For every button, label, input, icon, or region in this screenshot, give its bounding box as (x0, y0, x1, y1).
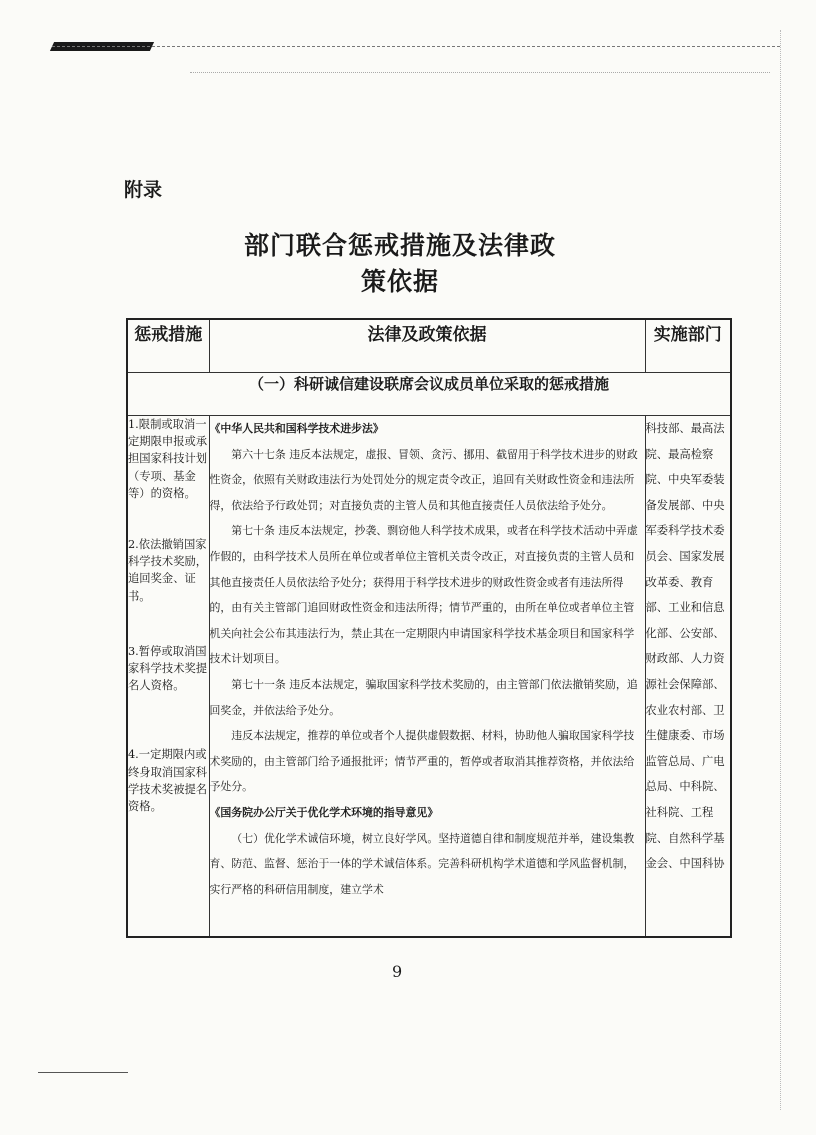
law-source: 《中华人民共和国科学技术进步法》 (209, 422, 384, 435)
document-title: 部门联合惩戒措施及法律政策依据 (243, 231, 556, 296)
law-article: 第六十七条 违反本法规定，虚报、冒领、贪污、挪用、截留用于科学技术进步的财政性资金，依照有关财政违法行为处罚处分的规定责令改正，追回有关财政性资金和违法所得，依法给予行政处罚；对直接负责的主管人员和其他直接责任人员依法给予处分。 (209, 447, 638, 512)
section-row (127, 373, 731, 416)
table-header-row (127, 319, 731, 373)
scan-line (52, 46, 780, 47)
measure-item: 3.暂停或取消国家科学技术奖提名人资格。 (128, 644, 208, 693)
table-row (127, 416, 731, 938)
scan-line (38, 1072, 128, 1073)
policy-source: 《国务院办公厅关于优化学术环境的指导意见》 (209, 805, 439, 819)
page-edge (780, 30, 781, 1110)
law-article: 第七十条 违反本法规定，抄袭、剽窃他人科学技术成果，或者在科学技术活动中弄虚作假的，由科学技术人员所在单位或者单位主管机关责令改正，对直接负责的主管人员和其他直接责任人员依法给予处分；获得用于科学技术进步的财政性资金或者有违法所得的，由有关主管部门追回财政性资金和违法所得；情节严重的，由所在单位或者单位主管机关向社会公布其违法行为，禁止其在一定期限内申请国家科学技术基金项目和国家科学技术计划项目。 (209, 524, 638, 666)
law-article: 第七十一条 违反本法规定，骗取国家科学技术奖励的，由主管部门依法撤销奖励，追回奖金，并依法给予处分。 (209, 677, 638, 717)
measure-item: 4.一定期限内或终身取消国家科学技术奖被提名资格。 (128, 748, 208, 814)
column-header: 惩戒措施 (127, 319, 209, 373)
column-header: 实施部门 (645, 319, 731, 373)
measure-item: 1.限制或取消一定期限申报或承担国家科技计划（专项、基金等）的资格。 (128, 418, 208, 500)
basis-cell (209, 416, 645, 938)
measures-table (126, 318, 732, 938)
appendix-label: 附录 (124, 179, 163, 201)
measure-item: 2.依法撤销国家科学技术奖励，追回奖金、证书。 (128, 538, 208, 603)
departments-cell: 科技部、最高法院、最高检察院、中央军委装备发展部、中央军委科学技术委员会、国家发展改革委、教育部、工业和信息化部、公安部、财政部、人力资源社会保障部、农业农村部、卫生健康委、市场监管总局、广电总局、中科院、社科院、工程院、自然科学基金会、中国科协 (645, 416, 731, 938)
measures-cell (127, 416, 209, 938)
law-article: 违反本法规定，推荐的单位或者个人提供虚假数据、材料，协助他人骗取国家科学技术奖励的，由主管部门给予通报批评；情节严重的，暂停或者取消其推荐资格，并依法给予处分。 (209, 729, 635, 794)
page-number: 9 (392, 962, 403, 981)
scan-line (190, 72, 770, 73)
column-header: 法律及政策依据 (209, 319, 645, 373)
policy-article: （七）优化学术诚信环境，树立良好学风。坚持道德自律和制度规范并举，建设集教育、防范、监督、惩治于一体的学术诚信体系。完善科研机构学术道德和学风监督机制，实行严格的科研信用制度，建立学术 (209, 831, 635, 896)
section-heading: （一）科研诚信建设联席会议成员单位采取的惩戒措施 (127, 373, 731, 416)
